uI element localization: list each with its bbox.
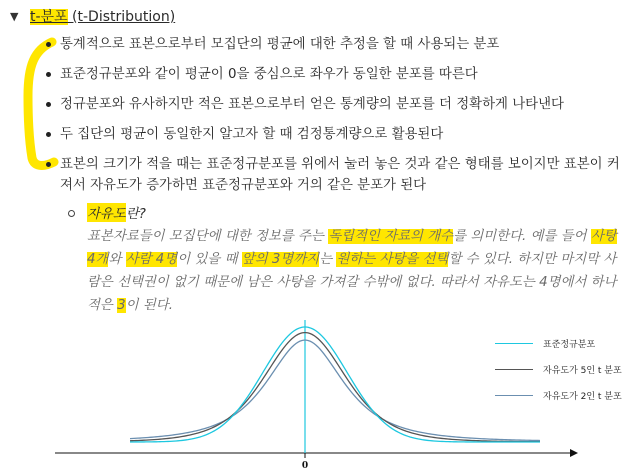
sub-body-paragraph (87, 225, 628, 317)
highlighted-text: 사탕 4개 (87, 229, 617, 267)
x-axis-arrow-icon (570, 449, 578, 457)
sub-title-rest: 란? (125, 207, 146, 222)
legend-item (495, 382, 622, 408)
body-text: 표본자료들이 모집단에 대한 정보를 주는 (87, 229, 329, 244)
legend-label: 자유도가 5인 t 분포 (543, 365, 622, 376)
bullet-item: 정규분포와 유사하지만 적은 표본으로부터 얻은 통계량의 분포를 더 정확하게 나타낸다 (46, 94, 626, 115)
body-text: 를 의미한다. 예를 들어 (453, 229, 591, 244)
highlighted-text: 원하는 사탕을 선택 (336, 252, 449, 267)
legend-swatch (495, 395, 533, 396)
bullet-item: 표본의 크기가 적을 때는 표준정규분포를 위에서 눌러 놓은 것과 같은 형태를 보이지만 표본이 커져서 자유도가 증가하면 표준정규분포와 거의 같은 분포가 된다 (46, 154, 626, 196)
legend-label: 자유도가 2인 t 분포 (543, 391, 622, 402)
highlighted-text: 3 (117, 298, 126, 313)
highlighted-text: 독립적인 자료의 개수 (328, 229, 454, 244)
series-line (130, 327, 540, 442)
legend-label: 표준정규분포 (543, 339, 596, 350)
degrees-of-freedom-section (68, 203, 628, 317)
toggle-arrow-icon[interactable]: ▼ (10, 9, 19, 23)
body-text: 이 있을 때 (177, 252, 242, 267)
chart-legend (495, 330, 622, 408)
legend-item (495, 356, 622, 382)
body-text: 할 수 있다. 하지만 마지막 사람은 선택권이 없기 때문에 남은 사탕을 가져갈 수밖에 없다. 따라서 자유도는 4명에서 하나 적은 (87, 252, 617, 313)
legend-item (495, 330, 622, 356)
body-text: 이 된다. (125, 298, 173, 313)
sub-title-highlight: 자유도 (87, 203, 126, 222)
series-line (130, 340, 540, 440)
toggle-header[interactable] (10, 6, 175, 26)
section-heading (30, 6, 175, 26)
body-text: 는 (319, 252, 337, 267)
bullet-item: 통계적으로 표본으로부터 모집단의 평균에 대한 추정을 할 때 사용되는 분포 (46, 34, 626, 55)
legend-swatch (495, 369, 533, 370)
bullet-item: 두 집단의 평균이 동일한지 알고자 할 때 검정통계량으로 활용된다 (46, 124, 626, 145)
legend-swatch (495, 343, 533, 344)
heading-rest: (t-Distribution) (67, 9, 176, 25)
highlighted-text: 사람 4명 (125, 252, 178, 267)
bullet-item: 표준정규분포와 같이 평균이 0을 중심으로 좌우가 동일한 분포를 따른다 (46, 64, 626, 85)
hollow-bullet-icon (68, 210, 75, 217)
highlighted-text: 앞의 3명까지 (241, 252, 320, 267)
heading-highlight: t-분포 (30, 9, 68, 25)
sub-title (68, 203, 628, 222)
body-text: 와 (108, 252, 126, 267)
x-tick-label: 0 (301, 461, 309, 471)
series-line (130, 333, 540, 442)
bullet-list (46, 34, 626, 196)
